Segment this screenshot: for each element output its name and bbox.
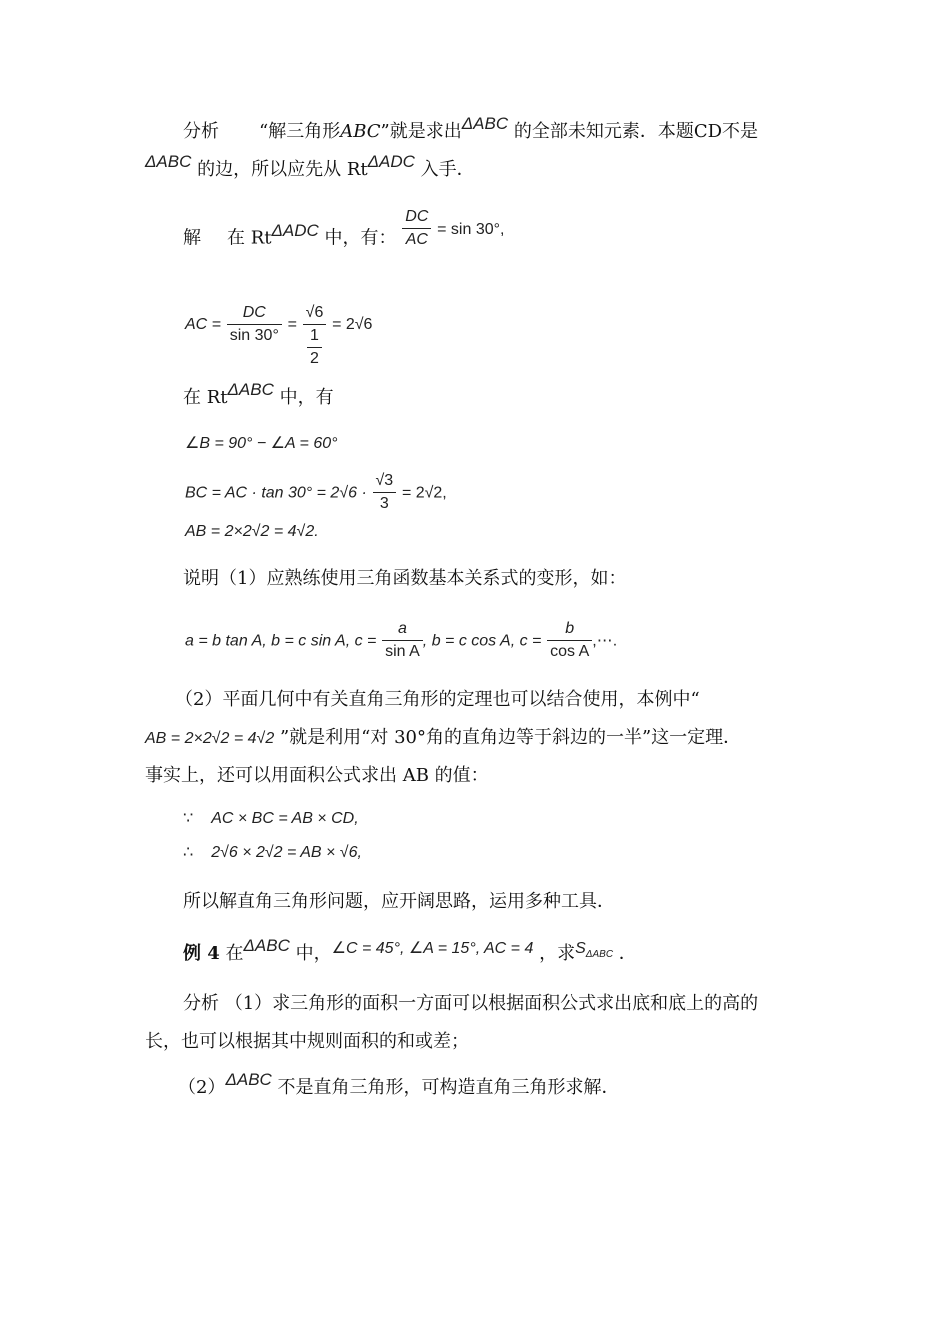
solution-label: 解	[183, 227, 201, 249]
analysis2-line3: （2）ΔABC 不是直角三角形，可构造直角三角形求解．	[178, 1070, 620, 1098]
equation-angle-b: ∠B = 90° − ∠A = 60°	[185, 435, 338, 452]
equation-ac: AC = $\frac{DC}{\sin 30^\circ}$ = $\frac{√6}{\frac{1}{2}}$ = 2√6	[185, 290, 372, 358]
triangle-adc: ΔADC	[367, 152, 415, 171]
triangle-abc: ΔABC	[461, 114, 509, 133]
triangle-abc: ΔABC	[145, 152, 192, 171]
triangle-abc: ΔABC	[243, 936, 290, 955]
equation-transforms: a = b tan A, b = c sin A, c = $\frac{a}{\text{sin A}}$ , b = c cos A, c = $\frac{b}{\text{cos A}}$ ,⋯.	[185, 620, 618, 660]
because-line: ∵ AC × BC = AB × CD,	[183, 810, 359, 827]
analysis2-line2: 长，也可以根据其中规则面积的和或差；	[145, 1031, 469, 1052]
in-triangle-line: 在 RtΔABC 中，有	[183, 380, 334, 408]
note-line4: 事实上，还可以用面积公式求出 AB 的值：	[145, 765, 489, 786]
abc-label: ABC	[340, 121, 381, 142]
example-4-label: 例 4	[183, 943, 220, 964]
equation-ab-inline: AB = 2×2√2 = 4√2	[145, 730, 275, 747]
note-line2: （2）平面几何中有关直角三角形的定理也可以结合使用，本例中“	[175, 689, 700, 710]
solution-line: 解 在 RtΔADC 中，有： $\frac{DC}{AC}$ = sin 30°,	[183, 216, 504, 261]
compound-fraction: $\frac{√6}{\frac{1}{2}}$	[303, 302, 327, 370]
analysis-quote: “解三角形	[259, 121, 341, 142]
triangle-abc: ΔABC	[227, 380, 274, 399]
analysis2-line1: 分析 （1）求三角形的面积一方面可以根据面积公式求出底和底上的高的	[183, 993, 759, 1014]
conclusion-line: 所以解直角三角形问题，应开阔思路，运用多种工具．	[183, 891, 615, 912]
therefore-line: ∴ 2√6 × 2√2 = AB × √6,	[183, 844, 362, 861]
triangle-abc: ΔABC	[225, 1070, 272, 1089]
analysis-paragraph-line2: ΔABC 的边，所以应先从 RtΔADC 入手．	[145, 152, 475, 180]
analysis-label: 分析	[183, 121, 219, 142]
note-line3: AB = 2×2√2 = 4√2 ”就是利用“对 30°角的直角边等于斜边的一半”这一定理．	[145, 727, 742, 748]
note-line1: 说明（1）应熟练使用三角函数基本关系式的变形，如：	[183, 568, 627, 589]
equation-bc: BC = AC · tan 30° = 2√6 · $\frac{√3}{3}$ = 2√2,	[185, 472, 447, 512]
example-conditions: ∠C = 45°, ∠A = 15°, AC = 4	[331, 940, 534, 957]
analysis-paragraph-line1: 分析 “解三角形ABC”就是求出ΔABC 的全部未知元素．本题CD不是	[183, 114, 759, 142]
triangle-adc: ΔADC	[271, 220, 319, 240]
fraction-dc-ac: $\frac{DC}{AC}$	[402, 206, 431, 251]
area-symbol: $S_{\Delta ABC}$	[575, 940, 614, 961]
equation-rhs: = sin 30°,	[437, 220, 505, 238]
example-4-line: 例 4 在ΔABC 中，∠C = 45°, ∠A = 15°, AC = 4 ，求$S_{\Delta ABC}$ ．	[183, 936, 637, 964]
equation-ab: AB = 2×2√2 = 4√2.	[185, 523, 319, 540]
